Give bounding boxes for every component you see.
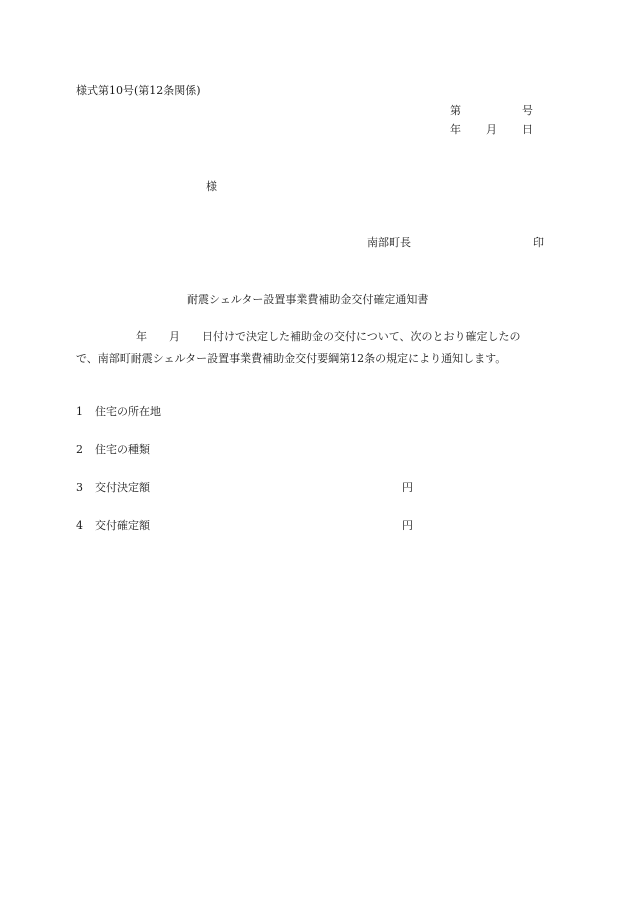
body-year: 年 bbox=[136, 330, 147, 343]
item-1-label: 住宅の所在地 bbox=[95, 405, 161, 418]
recipient-suffix: 様 bbox=[206, 180, 217, 193]
body-line-1 bbox=[76, 326, 560, 348]
item-2-label: 住宅の種類 bbox=[95, 443, 150, 456]
doc-number-gou: 号 bbox=[522, 104, 533, 117]
date-year: 年 bbox=[450, 123, 461, 136]
body-line1-rest: 日付けで決定した補助金の交付について、次のとおり確定したの bbox=[202, 330, 521, 343]
date-month: 月 bbox=[486, 123, 497, 136]
item-3-label: 交付決定額 bbox=[95, 481, 150, 494]
item-4-label: 交付確定額 bbox=[95, 519, 150, 532]
item-3-unit: 円 bbox=[402, 481, 413, 494]
issuer-name: 南部町長 bbox=[367, 236, 411, 249]
issuer-seal: 印 bbox=[533, 236, 544, 249]
item-4-number: 4 bbox=[76, 519, 83, 532]
item-1-number: 1 bbox=[76, 405, 83, 418]
item-3-number: 3 bbox=[76, 481, 83, 494]
doc-number-dai: 第 bbox=[450, 104, 461, 117]
item-4-unit: 円 bbox=[402, 519, 413, 532]
item-2-number: 2 bbox=[76, 443, 83, 456]
body-line-2: で、南部町耐震シェルター設置事業費補助金交付要綱第12条の規定により通知します。 bbox=[76, 352, 507, 365]
date-day: 日 bbox=[522, 123, 533, 136]
form-label: 様式第10号(第12条関係) bbox=[76, 84, 201, 97]
document-title: 耐震シェルター設置事業費補助金交付確定通知書 bbox=[187, 293, 429, 306]
body-month: 月 bbox=[169, 330, 180, 343]
body-paragraph bbox=[76, 326, 560, 370]
